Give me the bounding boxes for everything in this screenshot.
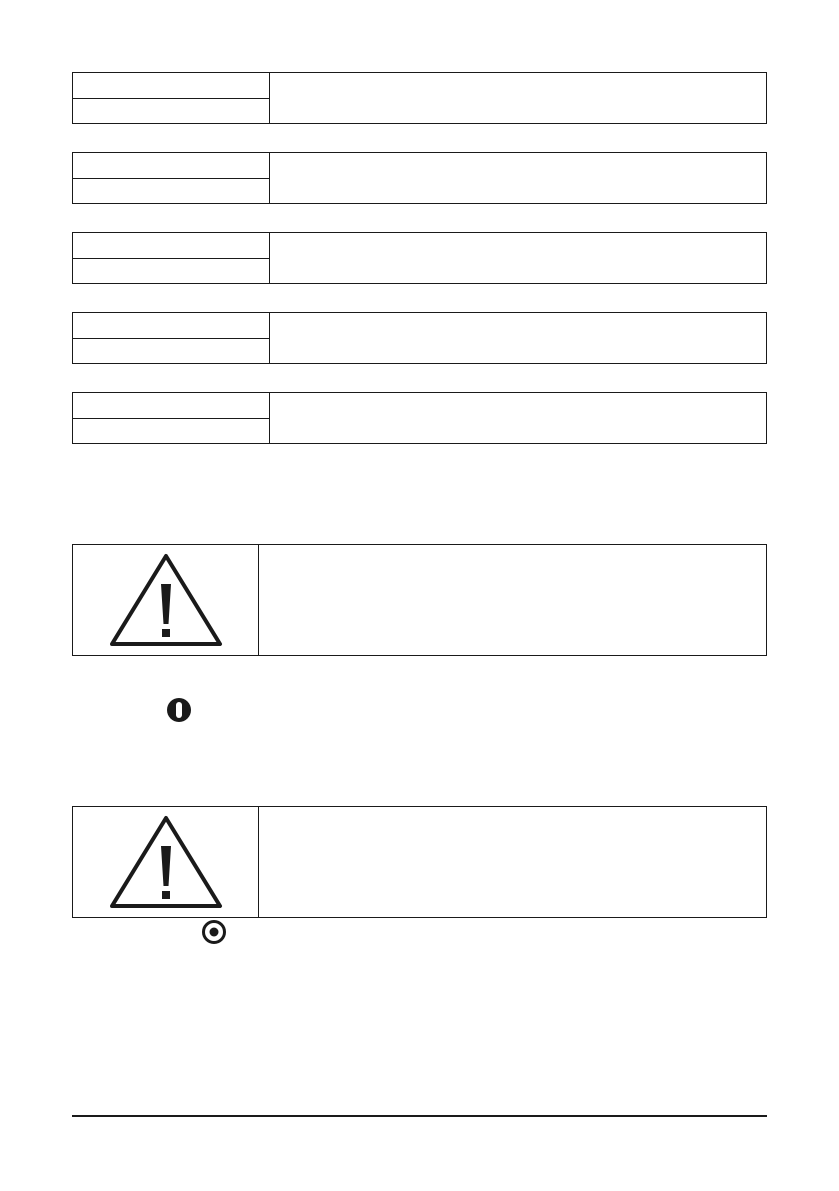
warning-box-1 [72,544,767,656]
spec-table-label-column [73,73,270,123]
warning-box-2 [72,806,767,918]
spec-table-bottom-cell [73,259,269,284]
warning-triangle-icon [106,812,226,912]
spec-table-2 [72,152,767,204]
spec-table-3 [72,232,767,284]
spec-table-bottom-cell [73,339,269,364]
spec-table-bottom-cell [73,179,269,204]
warning-text [259,545,766,655]
spec-table-top-cell [73,73,269,99]
spec-table-value-cell [270,73,766,123]
spec-table-top-cell [73,153,269,179]
warning-icon-cell [73,545,259,655]
spec-table-label-column [73,153,270,203]
spec-table-top-cell [73,313,269,339]
spec-table-value-cell [270,233,766,283]
spec-table-5 [72,392,767,444]
mandatory-action-icon [166,697,192,723]
spec-table-label-column [73,393,270,443]
warning-icon-cell [73,807,259,917]
spec-table-4 [72,312,767,364]
spec-table-value-cell [270,393,766,443]
spec-table-bottom-cell [73,419,269,444]
spec-table-label-column [73,233,270,283]
spec-table-value-cell [270,313,766,363]
spec-table-bottom-cell [73,99,269,124]
spec-table-1 [72,72,767,124]
warning-triangle-icon [106,550,226,650]
ground-point-icon [201,919,227,945]
warning-text [259,807,766,917]
spec-table-label-column [73,313,270,363]
spec-table-value-cell [270,153,766,203]
spec-table-top-cell [73,233,269,259]
footer-rule [72,1115,767,1117]
spec-table-top-cell [73,393,269,419]
